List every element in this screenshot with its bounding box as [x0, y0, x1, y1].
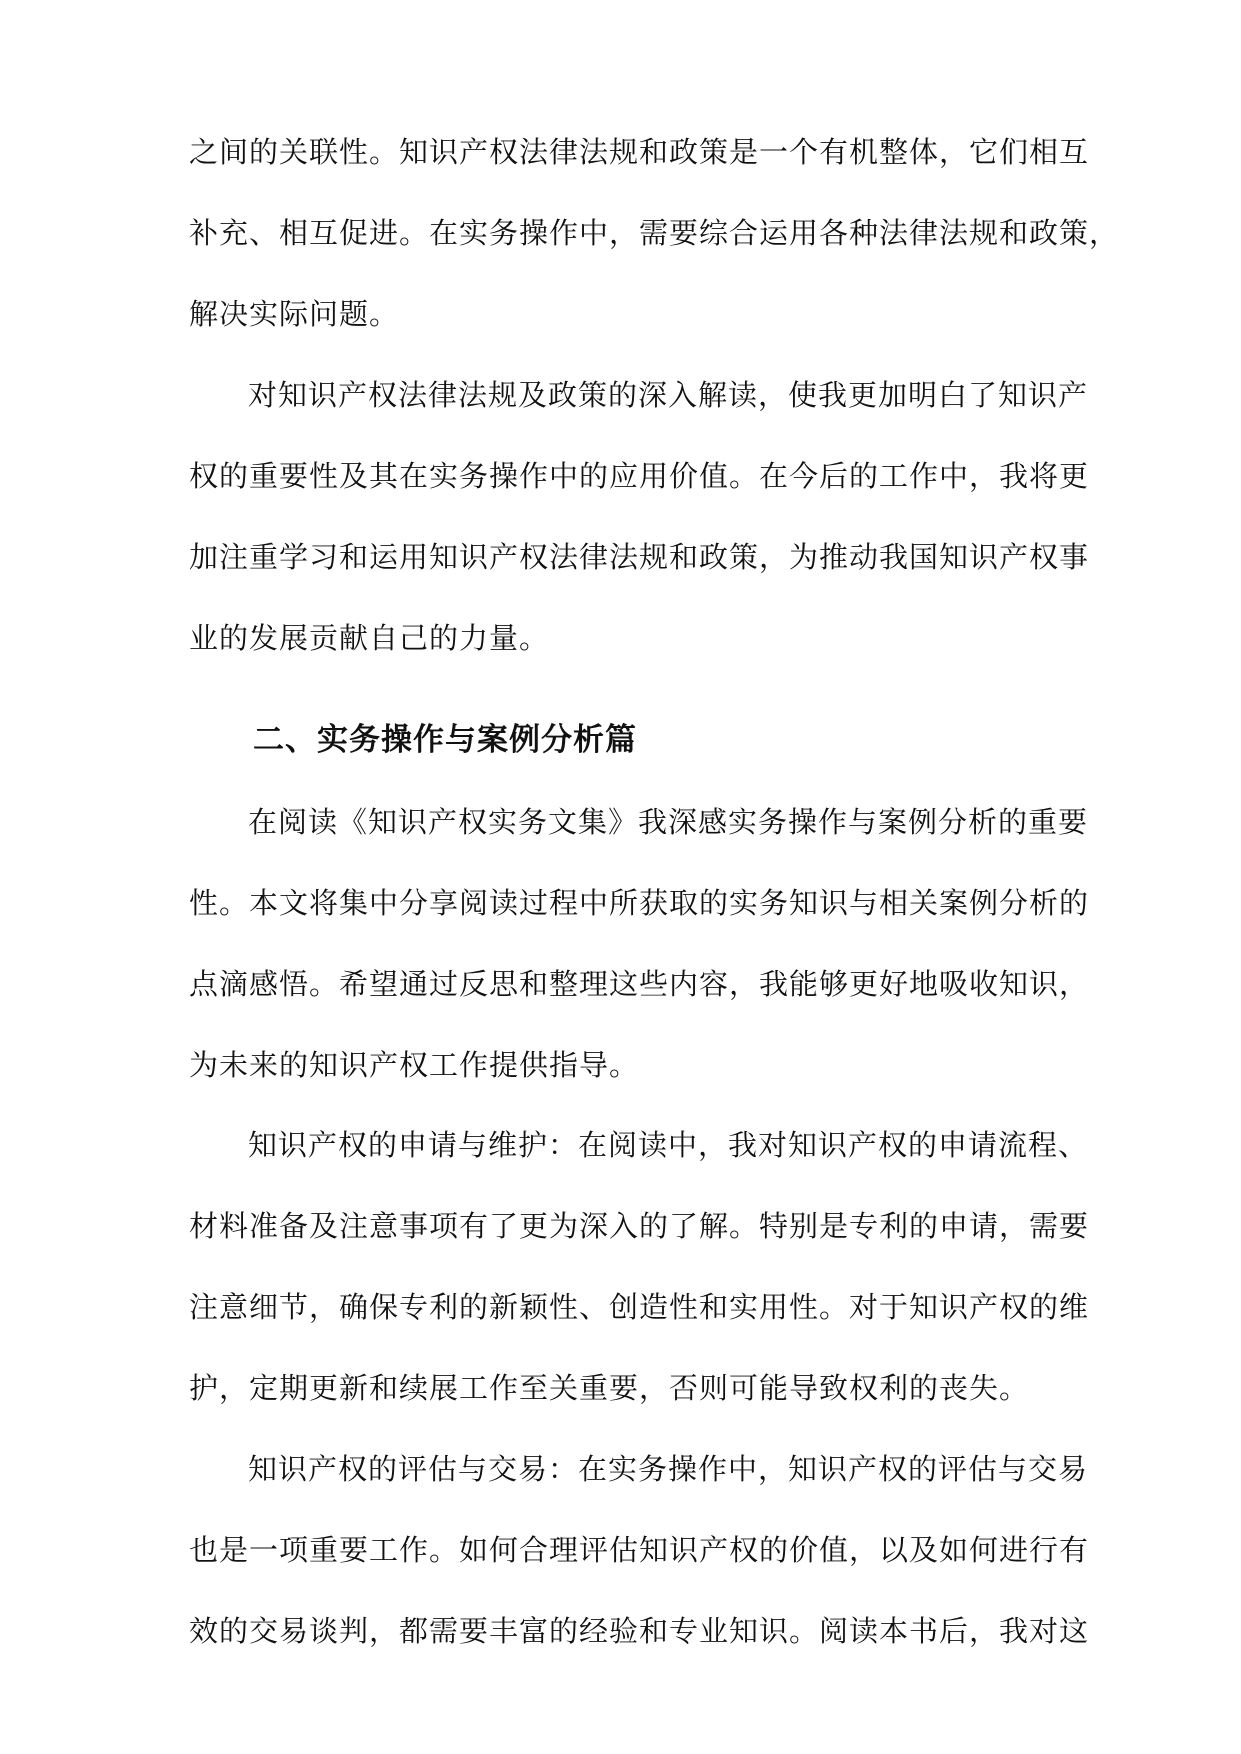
paragraph-line: 知识产权的申请与维护：在阅读中，我对知识产权的申请流程、 [248, 1128, 1089, 1162]
paragraph-line: 业的发展贡献自己的力量。 [189, 621, 550, 655]
paragraph-line: 对知识产权法律法规及政策的深入解读，使我更加明白了知识产 [248, 378, 1089, 412]
section-heading: 二、实务操作与案例分析篇 [253, 722, 637, 758]
paragraph-line: 点滴感悟。希望通过反思和整理这些内容，我能够更好地吸收知识， [189, 967, 1090, 1001]
paragraph-line: 解决实际问题。 [189, 297, 400, 331]
paragraph-line: 注意细节，确保专利的新颖性、创造性和实用性。对于知识产权的维 [189, 1290, 1090, 1324]
paragraph-line: 之间的关联性。知识产权法律法规和政策是一个有机整体，它们相互 [189, 135, 1090, 169]
paragraph-line: 知识产权的评估与交易：在实务操作中，知识产权的评估与交易 [248, 1452, 1089, 1486]
paragraph-line: 权的重要性及其在实务操作中的应用价值。在今后的工作中，我将更 [189, 459, 1090, 493]
paragraph-line: 为未来的知识产权工作提供指导。 [189, 1048, 640, 1082]
paragraph-line: 在阅读《知识产权实务文集》我深感实务操作与案例分析的重要 [248, 805, 1089, 839]
paragraph-line: 加注重学习和运用知识产权法律法规和政策，为推动我国知识产权事 [189, 540, 1090, 574]
paragraph-line: 性。本文将集中分享阅读过程中所获取的实务知识与相关案例分析的 [189, 886, 1090, 920]
paragraph-line: 也是一项重要工作。如何合理评估知识产权的价值，以及如何进行有 [189, 1533, 1090, 1567]
paragraph-line: 材料准备及注意事项有了更为深入的了解。特别是专利的申请，需要 [189, 1209, 1090, 1243]
paragraph-line: 补充、相互促进。在实务操作中，需要综合运用各种法律法规和政策， [189, 216, 1120, 250]
paragraph-line: 效的交易谈判，都需要丰富的经验和专业知识。阅读本书后，我对这 [189, 1614, 1090, 1648]
paragraph-line: 护，定期更新和续展工作至关重要，否则可能导致权利的丧失。 [189, 1371, 1030, 1405]
